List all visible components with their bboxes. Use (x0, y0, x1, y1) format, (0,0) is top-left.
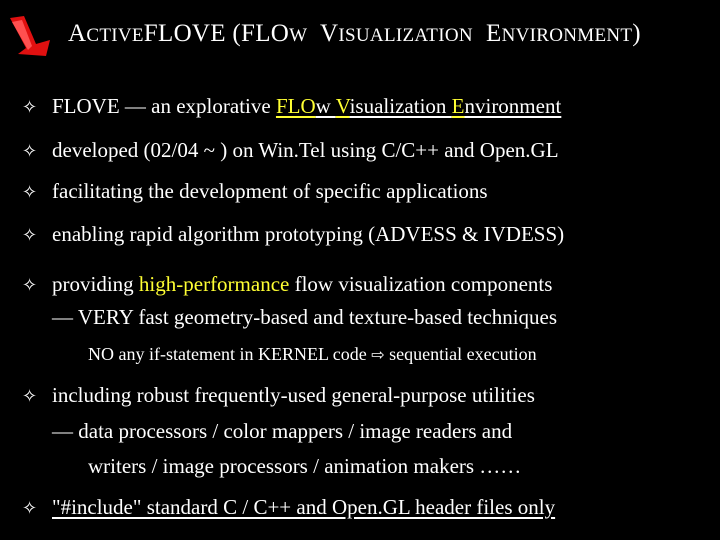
four-point-star-icon: ✧ (22, 498, 38, 519)
sub-line-utilities: — data processors / color mappers / image readers and (52, 419, 513, 443)
four-point-star-icon: ✧ (22, 97, 38, 118)
four-point-star-icon: ✧ (22, 182, 38, 203)
four-point-star-icon: ✧ (22, 225, 38, 246)
bullet-providing: ✧ providing high-performance flow visualization components (22, 271, 552, 299)
bullet-developed: ✧ developed (02/04 ~ ) on Win.Tel using C/C++ and Open.GL (22, 137, 559, 165)
sub-line-kernel: NO any if-statement in KERNEL code ⇨ sequential execution (88, 344, 537, 364)
four-point-star-icon: ✧ (22, 141, 38, 162)
bullet-flove: ✧ FLOVE — an explorative FLOw Visualization Environment (22, 93, 561, 121)
sub-line-fast-techniques: — VERY fast geometry-based and texture-based techniques (52, 305, 558, 329)
red-arrow-logo-icon (6, 14, 58, 60)
four-point-star-icon: ✧ (22, 386, 38, 407)
bullet-including: ✧ including robust frequently-used general-purpose utilities (22, 382, 535, 410)
four-point-star-icon: ✧ (22, 275, 38, 296)
bullet-facilitating: ✧ facilitating the development of specific applications (22, 178, 488, 206)
page-title: ACTIVEFLOVE (FLOW VISUALIZATION ENVIRONMENT) (68, 20, 641, 47)
right-arrow-icon: ⇨ (371, 345, 385, 364)
bullet-include: ✧ "#include" standard C / C++ and Open.GL header files only (22, 494, 555, 522)
sub-line-writers: writers / image processors / animation makers …… (88, 454, 522, 478)
bullet-enabling: ✧ enabling rapid algorithm prototyping (ADVESS & IVDESS) (22, 221, 564, 249)
